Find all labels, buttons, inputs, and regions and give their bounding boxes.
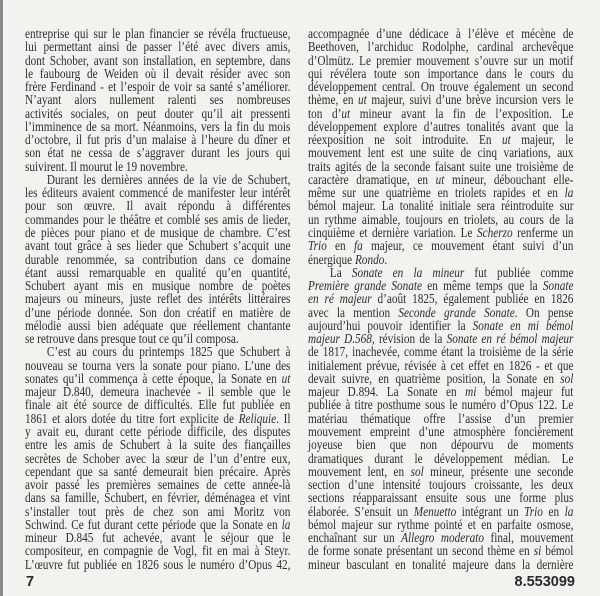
text-line: matériau thématique offre l’assise d’un premier [308, 410, 574, 426]
text-line: joyeuse bien que non dépourvu de moments [308, 437, 574, 453]
paragraph [308, 27, 573, 266]
text-line: C’est au cours du printemps 1825 que Schubert à [46, 344, 291, 360]
text-line: de pièces pour piano et de musique de chambre. C’est [25, 224, 291, 240]
paragraph [25, 173, 290, 345]
text-line: y avait eu, durant cette période difficile, des disputes [25, 423, 291, 439]
paragraph [308, 266, 573, 571]
text-line: Durant les dernières années de la vie de Schubert, [46, 171, 291, 187]
text-line: caractère dramatique, en ut mineur, débouchant elle- [308, 171, 574, 187]
text-line: l’imminence de sa mort. Néanmoins, vers la fin du mois [25, 118, 291, 134]
text-line: bémol majeur. La tonalité initiale sera réintroduite sur [308, 198, 574, 214]
text-line: pour son œuvre. Il avait répondu à différentes [25, 198, 291, 214]
text-line: avant tout grâce à ses lieder que Schubert s’acquit une [25, 238, 291, 254]
text-line: N’ayant alors nullement ralenti ses nombreuses [25, 92, 291, 108]
text-line: cinquième et dernière variation. Le Scherzo renferme un [308, 224, 574, 240]
italic-text: Reliquie [238, 410, 277, 426]
text-line: d’Olmütz. Le premier mouvement s’ouvre sur un motif [308, 52, 574, 68]
italic-text: Sonate [542, 278, 574, 294]
text-line: Trio en fa majeur, ce mouvement étant suivi d’un [308, 238, 574, 254]
text-line: secrètes de Schober avec la sœur de l’un d’entre eux, [25, 450, 291, 466]
italic-text: Sonate en ré bémol majeur [446, 331, 574, 347]
text-line: thème, en ut majeur, suivi d’une brève incursion vers le [308, 92, 574, 108]
text-line: frère Ferdinand - et l’espoir de voir sa santé s’améliorer. [25, 79, 291, 95]
text-column-left [25, 27, 290, 571]
italic-text: mi [465, 384, 477, 400]
italic-text: la [281, 516, 291, 532]
text-line: avoir passé les premières semaines de cette année-là [25, 477, 291, 493]
italic-text: en ré majeur [308, 291, 372, 307]
text-line: bémol majeur sur rythme pointé et en parfaite osmose, [308, 516, 574, 532]
italic-text: Trio [308, 238, 327, 254]
text-line: Schubert ayant mis en musique nombre de poètes [25, 278, 291, 294]
catalogue-number: 8.553099 [514, 574, 575, 590]
page-number: 7 [26, 574, 35, 590]
text-line: sections réapparaissant ensuite sous une forme plus [308, 490, 574, 506]
text-line: qui révélera toute son importance dans le cours du [308, 65, 574, 81]
italic-text: sol [560, 370, 574, 386]
text-line: mineur D.845 fut achevée, avant le séjour que le [25, 530, 291, 546]
text-line: lui permettant ainsi de passer l’été avec divers amis, [25, 39, 291, 55]
text-line: ton d’ut mineur avant la fin de l’exposition. Le [308, 105, 574, 121]
paragraph [25, 345, 290, 571]
text-line: majeurs ou mineurs, juste reflet des intérêts littéraires [25, 291, 291, 307]
text-line: commandes pour le théâtre et comblé ses amis de lieder, [25, 211, 291, 227]
text-line: entre les amis de Schubert à la suite des fiançailles [25, 437, 291, 453]
text-line: mouvement lent, en sol mineur, présente une seconde [308, 463, 574, 479]
text-line: accompagnée d’une dédicace à l’élève et mécène de [308, 26, 574, 41]
scan-edge [0, 0, 3, 596]
text-column-right [308, 27, 573, 571]
text-line: compositeur, en compagnie de Vogl, fit en mai à Steyr. [25, 543, 291, 559]
text-line: mouvement empreint d’une atmosphère foncièrement [308, 423, 574, 439]
text-line: L’œuvre fut publiée en 1826 sous le numéro d’Opus 42, [25, 556, 291, 572]
text-line: les éditeurs avaient commencé de manifester leur intérêt [25, 185, 291, 201]
text-line: réexposition ne soit introduite. En ut majeur, le [308, 132, 574, 148]
text-line: aujourd’hui pouvoir identifier la Sonate en mi bémol [308, 317, 574, 333]
text-line: un rythme aimable, toujours en triolets, au cours de la [308, 211, 574, 227]
text-line: majeur D.894. La Sonate en mi bémol majeur fut [308, 384, 574, 400]
text-line: développement central. On trouve également un second [308, 79, 574, 95]
text-line: La Sonate en la mineur fut publiée comme [329, 264, 574, 280]
italic-text: ut [358, 92, 367, 108]
italic-text: la [564, 185, 574, 201]
text-line: en ré majeur d’août 1825, également publiée en 1826 [308, 291, 574, 307]
text-line: enchaînant sur un Allegro moderato final, mouvement [308, 530, 574, 546]
italic-text: Scherzo [476, 224, 513, 240]
text-line: dans sa famille, Schubert, en février, déménagea et vint [25, 490, 291, 506]
italic-text: Rondo [354, 251, 385, 267]
text-line: majeur D.840, demeura inachevée - il semble que le [25, 384, 291, 400]
text-line: durable renommée, sa contribution dans ce domaine [25, 251, 291, 267]
text-line: son état ne cessa de s’aggraver durant les jours qui [25, 145, 291, 161]
text-line: énergique Rondo. [308, 251, 388, 267]
italic-text: ut [435, 171, 445, 187]
text-line: d’octobre, il fut pris d’un malaise à l’heure du dîner et [25, 132, 291, 148]
text-line: de forme sonate présentant un second thème en si bémol [308, 543, 574, 559]
italic-text: la [564, 503, 574, 519]
italic-text: Trio [524, 503, 543, 519]
text-line: le faubourg de Weiden où il devait résider avec son [25, 65, 291, 81]
text-line: publiée à titre posthume sous le numéro d’Opus 122. Le [308, 397, 574, 413]
text-line: dramatiques durant le développement médian. Le [308, 450, 574, 466]
text-line: suivirent. Il mourut le 19 novembre. [25, 158, 188, 174]
text-line: de 1817, inachevée, comme étant la troisième de la série [308, 344, 574, 360]
italic-text: Sonate en mi bémol [472, 317, 574, 333]
text-line: majeur D.568, révision de la Sonate en ré bémol majeur [308, 331, 574, 347]
italic-text: ut [501, 132, 511, 148]
text-line: entreprise qui sur le plan financier se révéla fructueuse, [25, 26, 291, 41]
text-line: d’une période donnée. Son don créatif en matière de [25, 304, 291, 320]
text-line: section d’une intensité toujours croissante, les deux [308, 477, 574, 493]
text-line: initialement prévue, révisée à cet effet en 1826 - et que [308, 357, 574, 373]
italic-text: Allegro moderato [401, 530, 484, 546]
text-line: Première grande Sonate en même temps que la Sonate [308, 278, 574, 294]
text-line: devait suivre, en quatrième position, la Sonate en sol [308, 370, 574, 386]
italic-text: ut [341, 105, 351, 121]
paragraph [25, 27, 290, 173]
italic-text: sol [410, 463, 424, 479]
text-line: Schwind. Ce fut durant cette période que la Sonate en la [25, 516, 291, 532]
text-line: 1861 et alors dotée du titre fort explicite de Reliquie. Il [25, 410, 291, 426]
text-line: se retrouve dans presque tout ce qu’il composa. [25, 331, 239, 347]
text-line: élaborée. S’ensuit un Menuetto intégrant un Trio en la [308, 503, 574, 519]
italic-text: si [533, 543, 542, 559]
text-line: développement explore d’autres tonalités avant que la [308, 118, 574, 134]
text-line: activités sociales, on peut douter qu’il ait pressenti [25, 105, 291, 121]
italic-text: ut [281, 370, 291, 386]
italic-text: Menuetto [413, 503, 457, 519]
text-line: dont Schober, avant son installation, en septembre, dans [25, 52, 291, 68]
text-line: mélodie aussi bien adéquate que réellement chantante [25, 317, 291, 333]
italic-text: majeur D.568 [308, 331, 372, 347]
text-line: même sur une quatrième en triolets rapides et en la [308, 185, 574, 201]
text-line: étant aussi remarquable en qualité qu’en quantité, [25, 264, 291, 280]
text-line: mouvement lent est une suite de cinq variations, aux [308, 145, 574, 161]
text-line: Beethoven, l’archiduc Rodolphe, cardinal archevêque [308, 39, 574, 55]
text-line: avec la mention Seconde grande Sonate. On pense [308, 304, 574, 320]
text-line: mineur basculant en tonalité majeure dans la dernière [308, 556, 574, 572]
text-line: finale ait été source de difficultés. Elle fut publiée en [25, 397, 291, 413]
text-line: cependant que sa santé demeurait bien précaire. Après [25, 463, 291, 479]
italic-text: fa [353, 238, 363, 254]
text-line: s’installer tout près de chez son ami Moritz von [25, 503, 291, 519]
italic-text: Première grande Sonate [308, 278, 423, 294]
text-line: nouveau se tourna vers la sonate pour piano. L’une des [25, 357, 291, 373]
italic-text: Seconde grande Sonate [398, 304, 515, 320]
text-line: sonates qu’il commença à cette époque, la Sonate en ut [25, 370, 291, 386]
italic-text: Sonate en la mineur [351, 264, 465, 280]
text-line: traits agités de la seconde faisant suite une troisième de [308, 158, 574, 174]
